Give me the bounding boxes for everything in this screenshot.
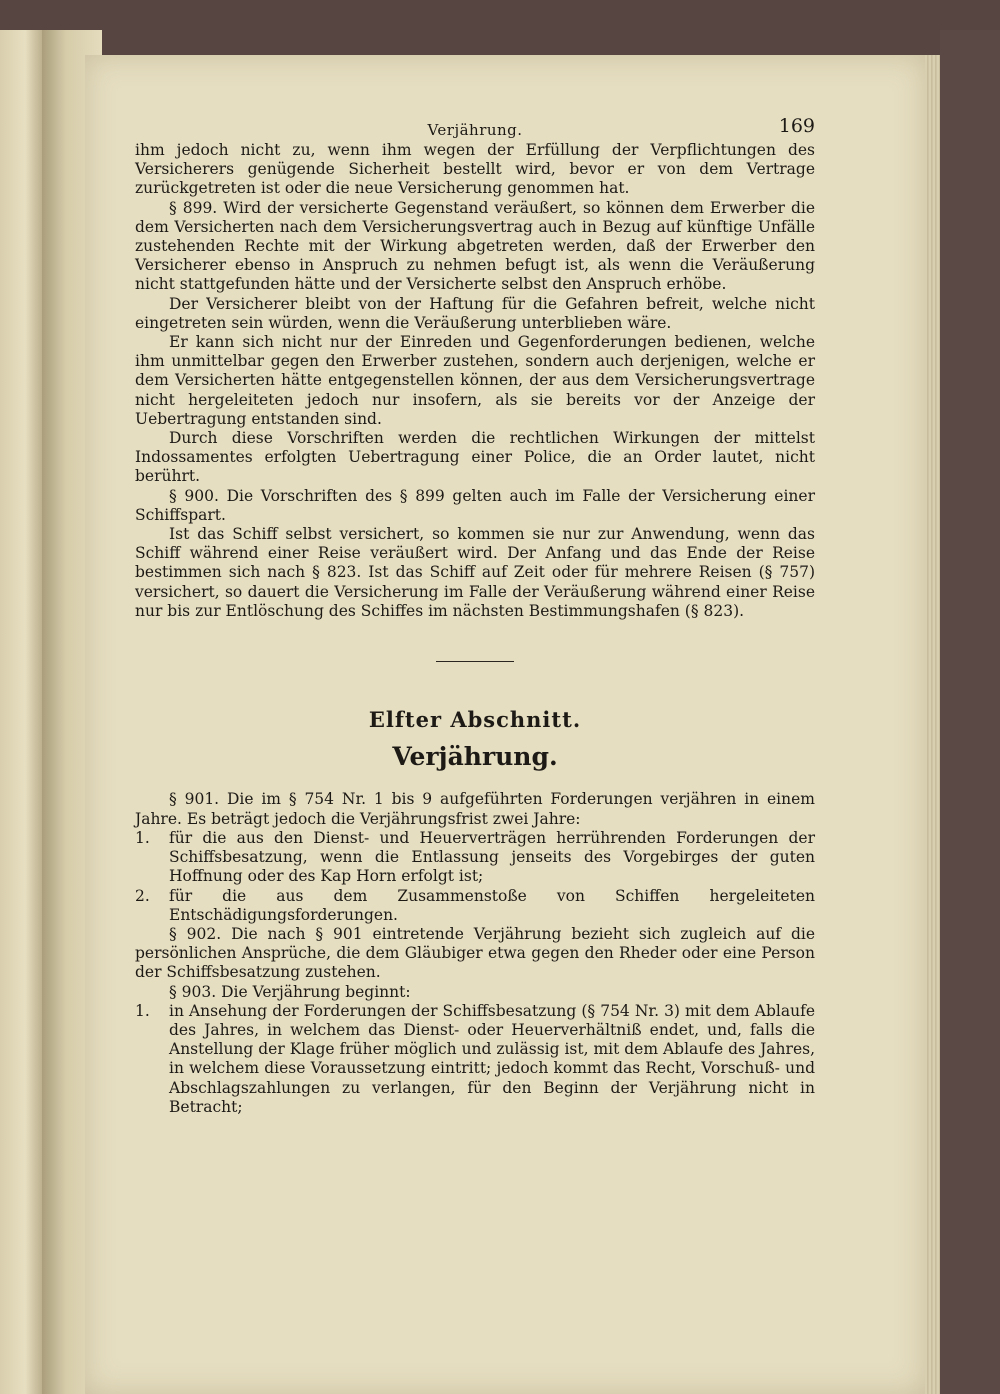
paragraph: § 899. Wird der versicherte Gegenstand veräußert, so können dem Erwerber die dem Versicherten nach dem Versicherungsvertrag auch in Bezug auf künftige Unfälle zustehenden Rechte mit der Wirkung abgetreten werden, daß der Erwerber den Versicherer ebenso in Anspruch zu nehmen befugt ist, als wenn die Veräußerung nicht stattgefunden hätte und der Versicherte selbst den Anspruch erhöbe.: [135, 198, 815, 294]
list-item: [135, 829, 815, 887]
paragraph: Durch diese Vorschriften werden die rechtlichen Wirkungen der mittelst Indossamentes erfolgten Uebertragung einer Police, die an Order lautet, nicht berührt.: [135, 429, 815, 486]
page-number: 169: [778, 115, 815, 137]
top-text-block: [135, 141, 815, 621]
paragraph: § 903. Die Verjährung beginnt:: [169, 982, 411, 1001]
paragraph: Der Versicherer bleibt von der Haftung für die Gefahren befreit, welche nicht eingetreten sein würden, wenn die Veräußerung unterblieben wäre.: [135, 294, 815, 332]
list-item-number: 1.: [135, 1001, 150, 1020]
paragraph: Ist das Schiff selbst versichert, so kommen sie nur zur Anwendung, wenn das Schiff während einer Reise veräußert wird. Der Anfang und das Ende der Reise bestimmen sich nach § 823. Ist das Schiff auf Zeit oder für mehrere Reisen (§ 757) versichert, so dauert die Versicherung im Falle der Veräußerung während einer Reise nur bis zur Entlöschung des Schiffes im nächsten Bestimmungshafen (§ 823).: [135, 525, 815, 620]
left-page-edge: [0, 30, 42, 1394]
paragraph: § 901. Die im § 754 Nr. 1 bis 9 aufgeführten Forderungen verjähren in einem Jahre. Es beträgt jedoch die Verjährungsfrist zwei Jahre:: [135, 790, 815, 828]
book-page: [85, 55, 925, 1394]
list-item-text: für die aus dem Zusammenstoße von Schiffen hergeleiteten Entschädigungsforderungen.: [169, 886, 815, 924]
list-item-number: 1.: [135, 828, 150, 847]
paragraph: Er kann sich nicht nur der Einreden und Gegenforderungen bedienen, welche ihm unmittelbar gegen den Erwerber zustehen, sondern auch derjenigen, welche er dem Versicherten hätte entgegenstellen können, der aus dem Versicherungsvertrage nicht hergeleiteten jedoch nur insofern, als sie bereits vor der Anzeige der Uebertragung entstanden sind.: [135, 333, 815, 428]
chapter-title: Elfter Abschnitt.: [368, 707, 582, 733]
paragraph: § 900. Die Vorschriften des § 899 gelten auch im Falle der Versicherung einer Schiffspart.: [135, 486, 815, 524]
list-item: [135, 1002, 815, 1117]
list-item-text: in Ansehung der Forderungen der Schiffsbesatzung (§ 754 Nr. 3) mit dem Ablaufe des Jahres, in welchem das Dienst- oder Heuerverhältniß endet, und, falls die Anstellung der Klage früher möglich und zulässig ist, mit dem Ablaufe des Jahres, in welchem diese Voraussetzung eintritt; jedoch kommt das Recht, Vorschuß- und Abschlagszahlungen zu verlangen, für den Beginn der Verjährung nicht in Betracht;: [169, 1001, 815, 1116]
page-header: [135, 113, 815, 141]
book-cover-right: [940, 30, 1000, 1394]
running-title: Verjährung.: [427, 121, 523, 139]
list-item: [135, 887, 815, 925]
list-item-text: für die aus den Dienst- und Heuerverträgen herrührenden Forderungen der Schiffsbesatzung, wenn die Entlassung jenseits des Vorgebirges der guten Hoffnung oder des Kap Horn erfolgt ist;: [169, 828, 815, 886]
list-item-number: 2.: [135, 886, 150, 905]
paragraph: ihm jedoch nicht zu, wenn ihm wegen der Erfüllung der Verpflichtungen des Versicherers genügende Sicherheit bestellt wird, bevor er von dem Vertrage zurückgetreten ist oder die neue Versicherung genommen hat.: [135, 141, 815, 198]
bottom-text-block: [135, 790, 815, 1116]
paragraph: § 902. Die nach § 901 eintretende Verjährung bezieht sich zugleich auf die persönlichen Ansprüche, die dem Gläubiger etwa gegen den Rheder oder eine Person der Schiffsbesatzung zustehen.: [135, 924, 815, 982]
page-content: [135, 113, 815, 1117]
section-divider: [436, 661, 514, 662]
book-cover-top: [0, 0, 1000, 55]
chapter-subtitle: Verjährung.: [392, 742, 558, 772]
